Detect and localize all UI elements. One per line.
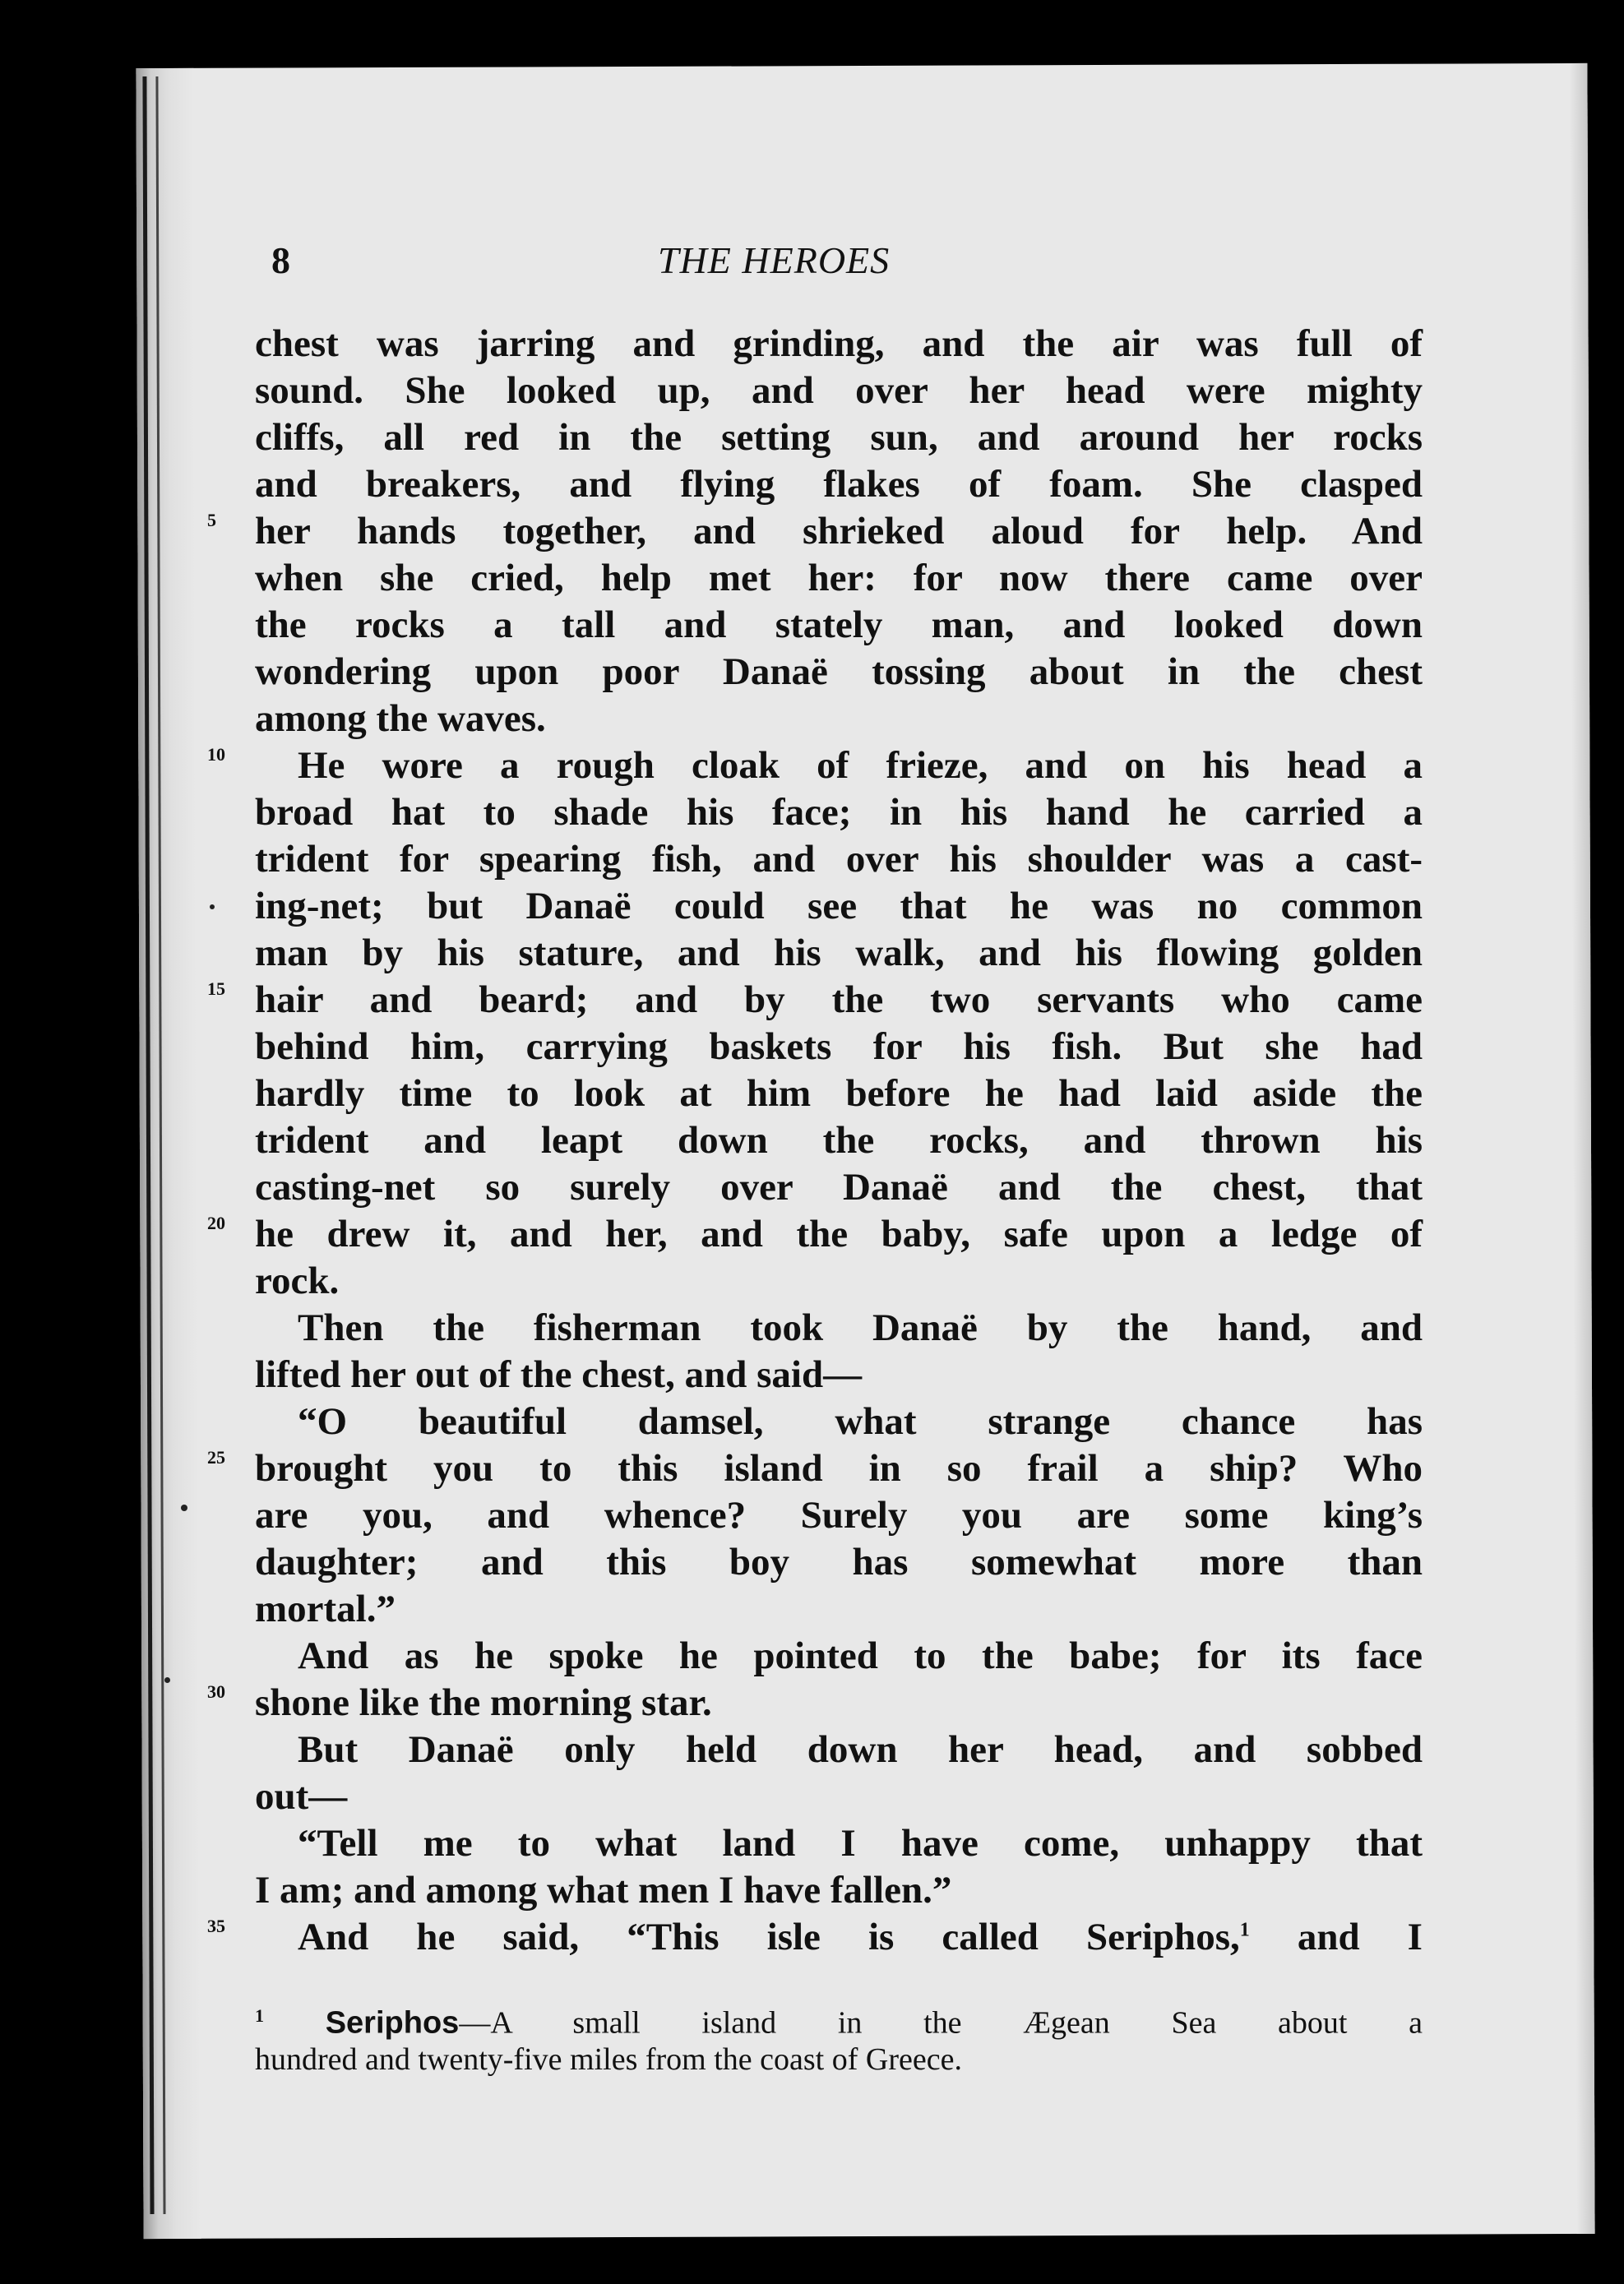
- text-line: [255, 1773, 1423, 1820]
- text-line-wrap: [255, 789, 1423, 836]
- text-line: [255, 508, 1423, 555]
- text-line: [255, 602, 1423, 649]
- text-line-content: among the waves.: [255, 697, 546, 740]
- text-line: [255, 1586, 1423, 1633]
- text-line: [255, 836, 1423, 883]
- footnote-reference: 1: [1239, 1919, 1250, 1941]
- footnote-term: Seriphos: [325, 2005, 460, 2041]
- text-line: [255, 977, 1423, 1024]
- text-line-wrap: [207, 1445, 1423, 1492]
- text-line-content: rock.: [255, 1260, 340, 1302]
- text-line-content: He wore a rough cloak of frieze, and on his head a: [298, 744, 1423, 787]
- line-number: 35: [207, 1916, 225, 1936]
- footnote: [255, 1998, 1423, 2078]
- text-line-content: broad hat to shade his face; in his hand he carried a: [255, 791, 1423, 834]
- text-line: [255, 883, 1423, 930]
- text-line-wrap: [255, 1867, 1423, 1914]
- text-line-content: trident and leapt down the rocks, and thrown his: [255, 1119, 1423, 1162]
- text-line-content: brought you to this island in so frail a ship? Who: [255, 1447, 1423, 1490]
- text-line-content: And as he spoke he pointed to the babe; for its face: [298, 1634, 1423, 1677]
- text-line-wrap: [255, 1258, 1423, 1305]
- binding-gutter: [136, 68, 201, 2239]
- text-line-content: the rocks a tall and stately man, and looked down: [255, 603, 1423, 646]
- text-line: [255, 742, 1423, 789]
- body-text: [207, 321, 1423, 1961]
- text-line-wrap: [255, 1164, 1423, 1211]
- text-line-content: “O beautiful damsel, what strange chance has: [298, 1400, 1423, 1443]
- text-line-wrap: [207, 1680, 1423, 1727]
- footnote-line: [255, 1998, 1423, 2041]
- text-line: [255, 1258, 1423, 1305]
- text-line-wrap: [255, 1773, 1423, 1820]
- text-line-content: are you, and whence? Surely you are some king’s: [255, 1494, 1423, 1537]
- text-line-content: hardly time to look at him before he had laid aside the: [255, 1072, 1423, 1115]
- text-line-content: Then the fisherman took Danaë by the hand, and: [298, 1306, 1423, 1349]
- text-line: [255, 1399, 1423, 1445]
- text-line-wrap: [255, 1399, 1423, 1445]
- text-line-wrap: [255, 1024, 1423, 1070]
- text-line: [255, 1445, 1423, 1492]
- running-head: [271, 238, 1439, 288]
- text-line: [255, 789, 1423, 836]
- text-line-content: cliffs, all red in the setting sun, and around her rocks: [255, 416, 1423, 459]
- text-line-wrap: [255, 930, 1423, 977]
- text-line-wrap: [255, 696, 1423, 742]
- text-line-content: hair and beard; and by the two servants who came: [255, 978, 1423, 1021]
- text-line-content: wondering upon poor Danaë tossing about in the chest: [255, 650, 1423, 693]
- text-line-wrap: [255, 1352, 1423, 1399]
- text-line: [255, 1117, 1423, 1164]
- gutter-edge-line: [142, 76, 154, 2214]
- gutter-edge-line: [155, 76, 165, 2214]
- text-line-content: he drew it, and her, and the baby, safe upon a ledge of: [255, 1213, 1423, 1255]
- text-line-wrap: [255, 883, 1423, 930]
- text-line-wrap: [255, 836, 1423, 883]
- text-line: [255, 1305, 1423, 1352]
- text-line-content: behind him, carrying baskets for his fish. But she had: [255, 1025, 1423, 1068]
- text-line: [255, 1211, 1423, 1258]
- text-line-content: But Danaë only held down her head, and sobbed: [298, 1728, 1423, 1771]
- text-line-wrap: [255, 649, 1423, 696]
- text-line: [255, 321, 1423, 368]
- text-line-wrap: [207, 977, 1423, 1024]
- text-line-wrap: [255, 414, 1423, 461]
- text-line-wrap: [255, 461, 1423, 508]
- text-line-wrap: [255, 1586, 1423, 1633]
- text-line-content: daughter; and this boy has somewhat more than: [255, 1541, 1423, 1584]
- text-line-content: man by his stature, and his walk, and his flowing golden: [255, 932, 1423, 974]
- text-line-wrap: [207, 1211, 1423, 1258]
- text-line-content: And he said, “This isle is called Seriphos,: [298, 1916, 1240, 1958]
- line-number: 30: [207, 1681, 225, 1702]
- text-line-wrap: [255, 1820, 1423, 1867]
- text-line: [255, 1820, 1423, 1867]
- line-number: 5: [207, 510, 216, 530]
- text-line-wrap: [255, 1539, 1423, 1586]
- text-line: [255, 1492, 1423, 1539]
- footnote-text: —A small island in the Ægean Sea about a: [459, 2005, 1423, 2041]
- text-line-content: I am; and among what men I have fallen.”: [255, 1869, 952, 1912]
- text-line-content: casting-net so surely over Danaë and the chest, that: [255, 1166, 1423, 1209]
- text-line: [255, 1352, 1423, 1399]
- text-line-content: and breakers, and flying flakes of foam. She clasped: [255, 463, 1423, 506]
- text-line-content: her hands together, and shrieked aloud for help. And: [255, 510, 1423, 553]
- text-line: [255, 1914, 1423, 1961]
- text-line-content: when she cried, help met her: for now there came over: [255, 557, 1423, 599]
- text-line-content: ing-net; but Danaë could see that he was no common: [255, 885, 1423, 927]
- text-line: [255, 649, 1423, 696]
- page-edge-shadow: [1569, 63, 1594, 2234]
- text-line-content: shone like the morning star.: [255, 1681, 712, 1724]
- text-line-content: mortal.”: [255, 1588, 396, 1630]
- text-line-wrap: [255, 1305, 1423, 1352]
- line-number: 10: [207, 744, 225, 765]
- text-line-wrap: [255, 1492, 1423, 1539]
- text-line-wrap: [255, 555, 1423, 602]
- text-line-continuation: and I: [1249, 1916, 1423, 1958]
- scan-speck: [210, 904, 215, 909]
- text-line: [255, 1070, 1423, 1117]
- text-line: [255, 696, 1423, 742]
- text-line: [255, 930, 1423, 977]
- text-line-content: chest was jarring and grinding, and the air was full of: [255, 322, 1423, 365]
- text-line: [255, 414, 1423, 461]
- text-line-wrap: [255, 1633, 1423, 1680]
- text-line-wrap: [255, 1070, 1423, 1117]
- text-line-content: “Tell me to what land I have come, unhappy that: [298, 1822, 1423, 1865]
- text-line: [255, 1727, 1423, 1773]
- scan-speck: [164, 1677, 170, 1683]
- text-line: [255, 1633, 1423, 1680]
- scan-speck: [181, 1505, 187, 1511]
- text-line: [255, 1539, 1423, 1586]
- line-number: 20: [207, 1213, 225, 1233]
- line-number: 15: [207, 978, 225, 999]
- running-title: THE HEROES: [658, 239, 891, 281]
- text-line: [255, 1164, 1423, 1211]
- text-line-content: lifted her out of the chest, and said—: [255, 1353, 863, 1396]
- text-line-wrap: [255, 368, 1423, 414]
- text-line: [255, 1867, 1423, 1914]
- text-line: [255, 368, 1423, 414]
- page-number: 8: [271, 239, 290, 281]
- text-line-content: out—: [255, 1775, 348, 1818]
- text-line: [255, 1024, 1423, 1070]
- text-line-wrap: [207, 742, 1423, 789]
- text-line-wrap: [255, 602, 1423, 649]
- text-line: [255, 461, 1423, 508]
- text-line: [255, 1680, 1423, 1727]
- text-line-wrap: [255, 1727, 1423, 1773]
- footnote-marker: 1: [255, 2005, 264, 2026]
- text-line-wrap: [207, 1914, 1423, 1961]
- text-line-content: trident for spearing fish, and over his shoulder was a cast-: [255, 838, 1423, 881]
- line-number: 25: [207, 1447, 225, 1468]
- text-line: [255, 555, 1423, 602]
- text-line-wrap: [207, 508, 1423, 555]
- text-line-wrap: [255, 321, 1423, 368]
- footnote-line: hundred and twenty-five miles from the coast of Greece.: [255, 2041, 962, 2077]
- text-line-wrap: [255, 1117, 1423, 1164]
- text-line-content: sound. She looked up, and over her head were mighty: [255, 369, 1423, 412]
